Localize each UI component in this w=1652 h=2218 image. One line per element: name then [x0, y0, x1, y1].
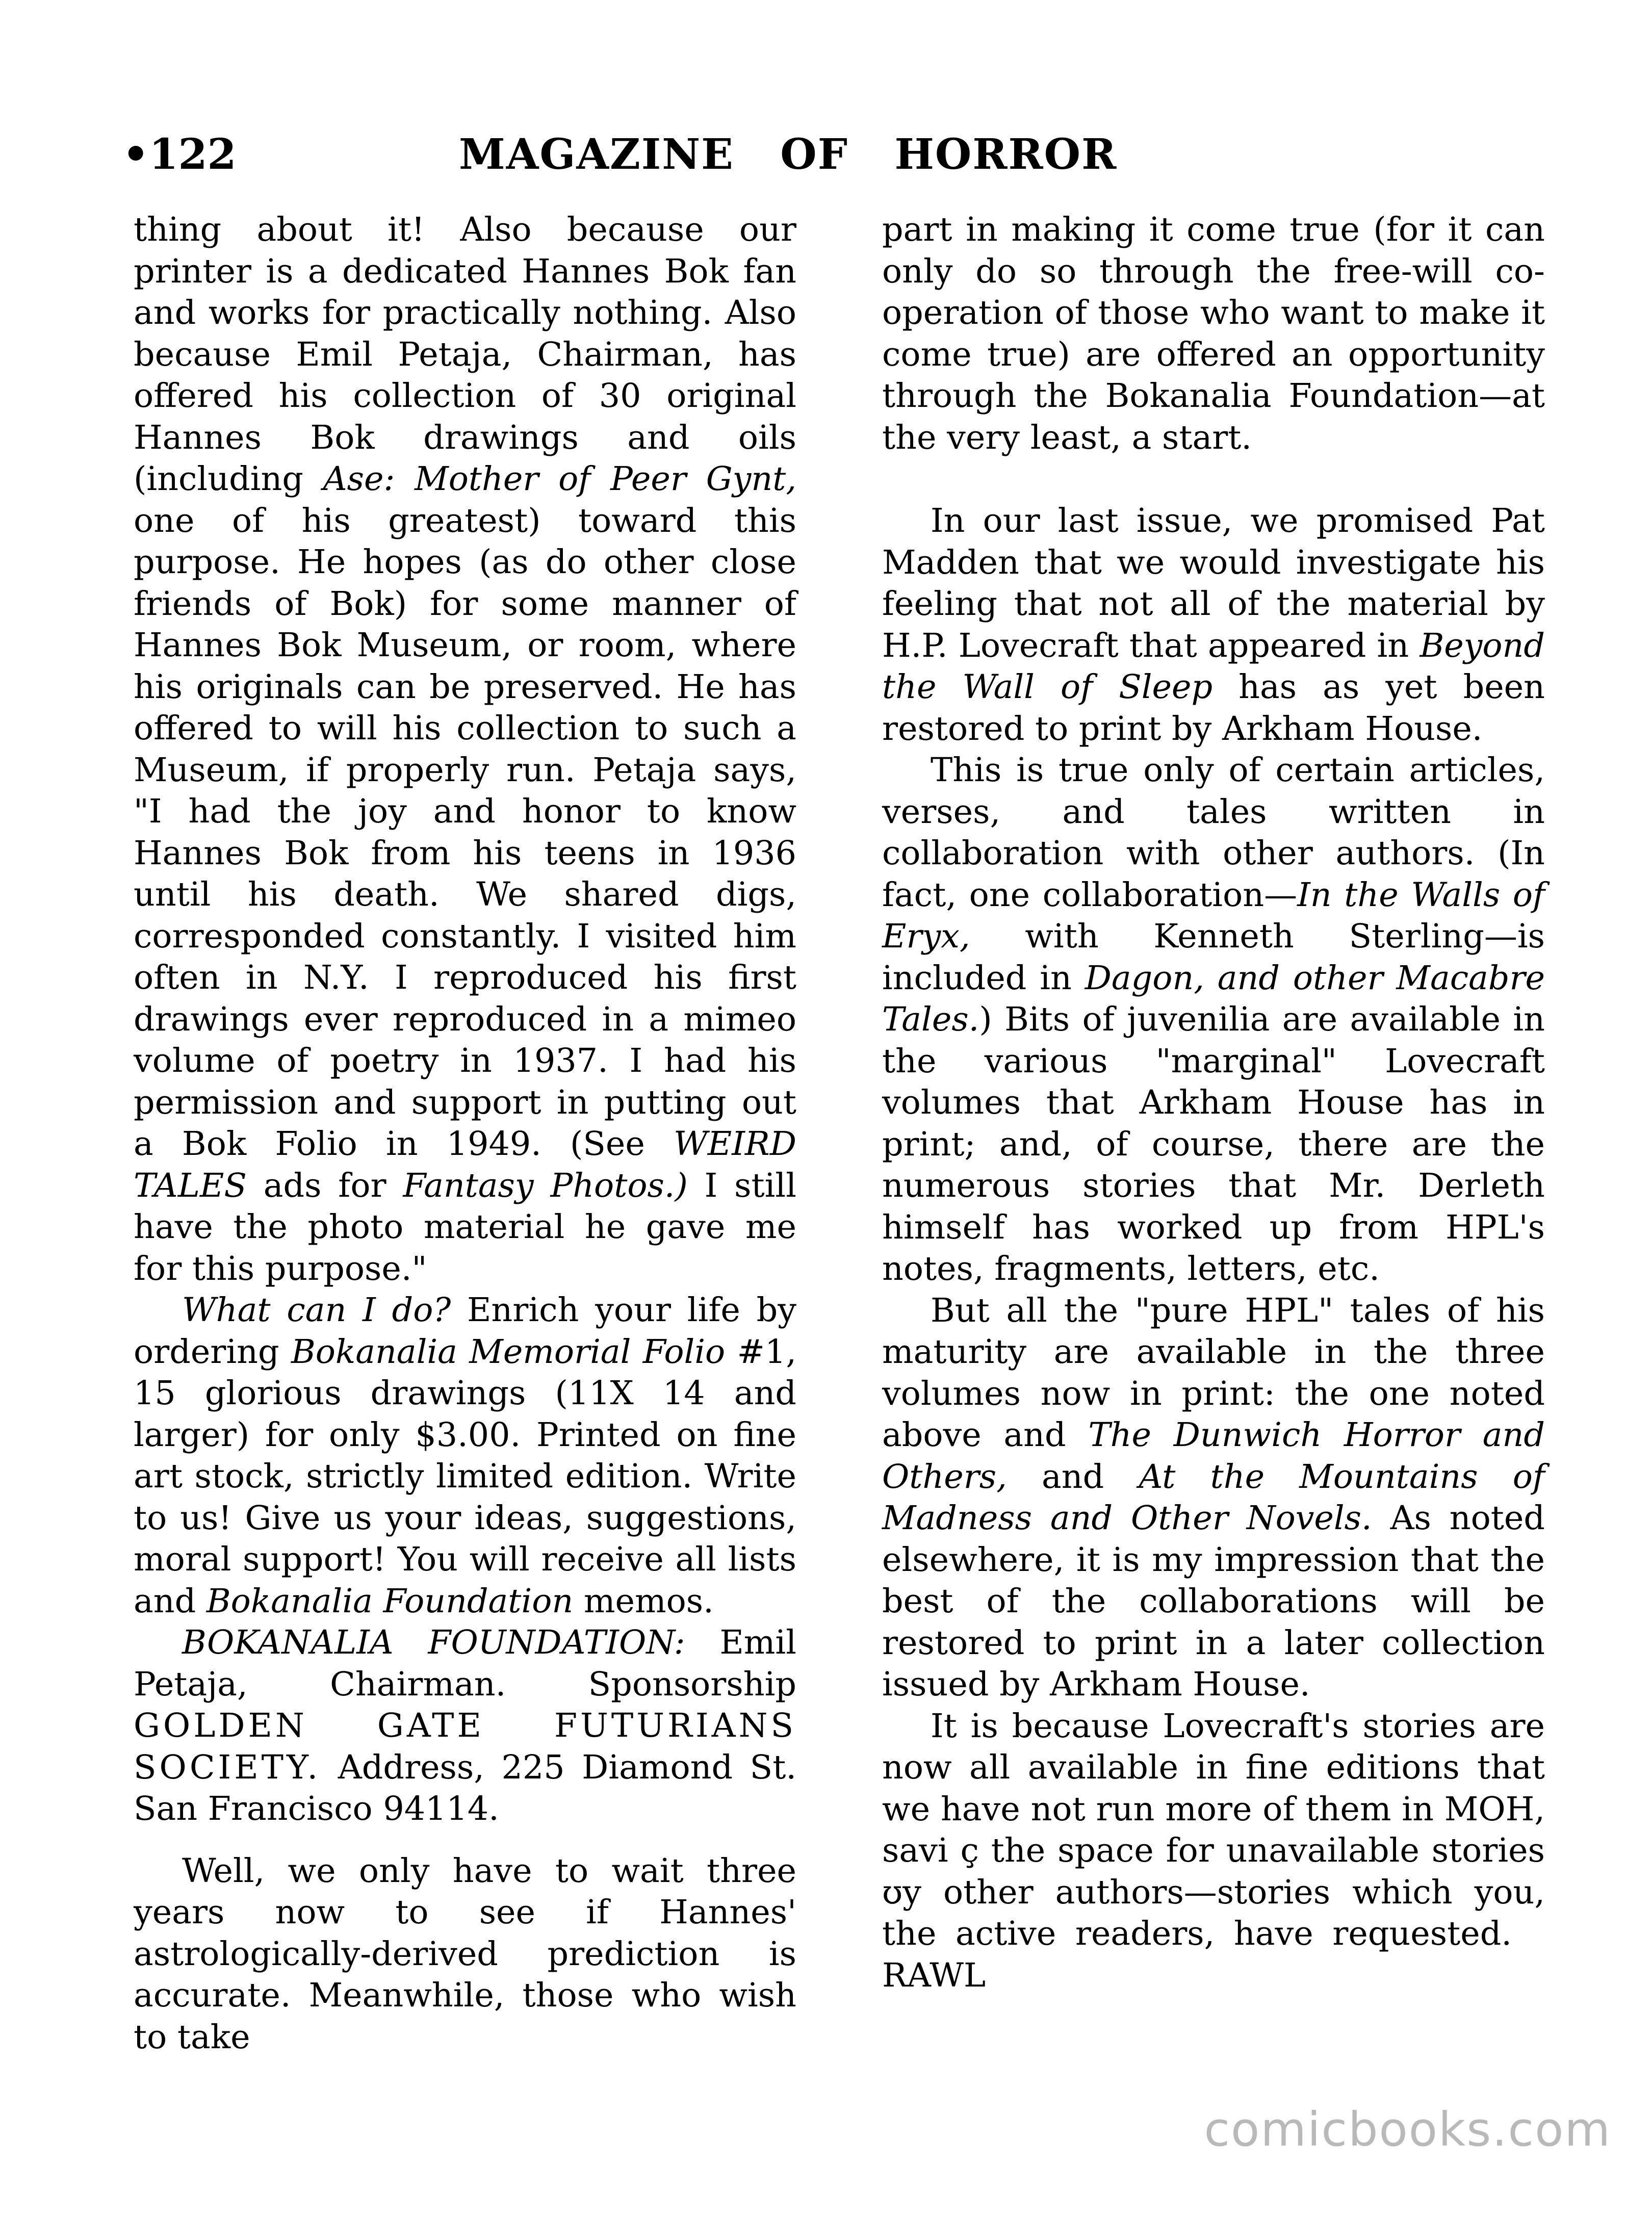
- italic-text: BOKANALIA FOUNDATION:: [182, 1623, 685, 1662]
- watermark: comicbooks.com: [1204, 2102, 1611, 2157]
- text-run: with Kenneth Sterling—is included in: [882, 917, 1545, 997]
- text-run: #1, 15 glorious drawings (11X 14 and larger) for only $3.00. Printed on fine art stock, strictly limited edition. Write to us! Give us your ideas, suggestions, moral support! You will receive all lists and: [134, 1332, 796, 1620]
- italic-text: What can I do?: [182, 1291, 451, 1329]
- text-run: But all the "pure HPL" tales of his maturity are available in the three volumes now in print: the one noted above and: [882, 1291, 1545, 1454]
- italic-text: Bokanalia Foundation: [206, 1582, 574, 1620]
- page-title: MAGAZINE OF HORROR: [459, 130, 1118, 179]
- paragraph: [882, 209, 1545, 458]
- paragraph: [882, 500, 1545, 750]
- text-run: This is true only of certain articles, verses, and tales written in collaboration with other authors. (In fact, one collaboration—: [882, 751, 1545, 914]
- italic-text: Dagon, and other Macabre Tales.: [882, 959, 1545, 1039]
- text-run: As noted elsewhere, it is my impression that the best of the collaborations will be restored to print in a later collection issued by Arkham House.: [882, 1499, 1545, 1704]
- paragraph: [134, 1622, 796, 1830]
- paragraph: [882, 1290, 1545, 1706]
- left-column: [134, 209, 796, 2058]
- spaced-caps-text: GOLDEN GATE FUTURIANS SOCIETY.: [134, 1707, 796, 1787]
- text-run: Address, 225 Diamond St. San Francisco 94114.: [134, 1748, 796, 1828]
- italic-text: In the Walls of Eryx,: [882, 875, 1545, 956]
- text-run: ads for: [246, 1166, 403, 1205]
- text-run: In our last issue, we promised Pat Madden that we would investigate his feeling that not all of the material by H.P. Lovecraft that appeared in: [882, 502, 1545, 665]
- right-column: [882, 209, 1545, 1996]
- text-run: memos.: [573, 1582, 714, 1620]
- text-run: thing about it! Also because our printer is a dedicated Hannes Bok fan and works for practically nothing. Also because Emil Petaja, Chairman, has offered his collection of 30 original Hannes Bok drawings and oils (including: [134, 211, 796, 498]
- italic-text: At the Mountains of Madness and Other Novels.: [882, 1457, 1545, 1537]
- paragraph: [134, 1289, 796, 1622]
- text-run: Well, we only have to wait three years now to see if Hannes' astrologically-derived prediction is accurate. Meanwhile, those who wish to take: [134, 1851, 796, 2056]
- text-run: ) Bits of juvenilia are available in the various "marginal" Lovecraft volumes that Arkham House has in print; and, of course, there are the numerous stories that Mr. Derleth himself has worked up from HPL's notes, fragments, letters, etc.: [882, 1000, 1545, 1288]
- text-run: and: [1006, 1457, 1139, 1496]
- paragraph: [134, 1850, 796, 2058]
- paragraph: [882, 1706, 1545, 1997]
- text-run: Enrich your life by ordering: [134, 1291, 796, 1371]
- text-run: one of his greatest) toward this purpose. He hopes (as do other close friends of Bok) for some manner of Hannes Bok Museum, or room, where his originals can be preserved. He has offered to will his collection to such a Museum, if properly run. Petaja says, "I had the joy and honor to know Hannes Bok from his teens in 1936 until his death. We shared digs, corresponded constantly. I visited him often in N.Y. I reproduced his first drawings ever reproduced in a mimeo volume of poetry in 1937. I had his permission and support in putting out a Bok Folio in 1949. (See: [134, 501, 796, 1163]
- page-number: •122: [122, 130, 237, 179]
- text-run: Emil Petaja, Chairman. Sponsorship: [134, 1623, 796, 1704]
- italic-text: WEIRD TALES: [134, 1125, 796, 1205]
- page-header: [122, 126, 1545, 183]
- text-run: has as yet been restored to print by Arkham House.: [882, 668, 1545, 748]
- paragraph: [882, 750, 1545, 1290]
- text-run: part in making it come true (for it can only do so through the free-will co-operation of those who want to make it come true) are offered an opportunity through the Bokanalia Foundation—at the very least, a start.: [882, 211, 1545, 457]
- text-run: I still have the photo material he gave me for this purpose.": [134, 1166, 797, 1288]
- italic-text: Ase: Mother of Peer Gynt,: [323, 460, 796, 498]
- italic-text: Beyond the Wall of Sleep: [882, 626, 1545, 706]
- italic-text: Fantasy Photos.): [403, 1166, 688, 1205]
- text-run: It is because Lovecraft's stories are now all available in fine editions that we have not run more of them in MOH, savi ç the space for unavailable stories ʊy other authors—stories which you, the active readers, have requested. RAWL: [882, 1707, 1545, 1995]
- italic-text: Bokanalia Memorial Folio: [291, 1332, 726, 1371]
- italic-text: The Dunwich Horror and Others,: [882, 1416, 1545, 1496]
- paragraph: [134, 209, 796, 1289]
